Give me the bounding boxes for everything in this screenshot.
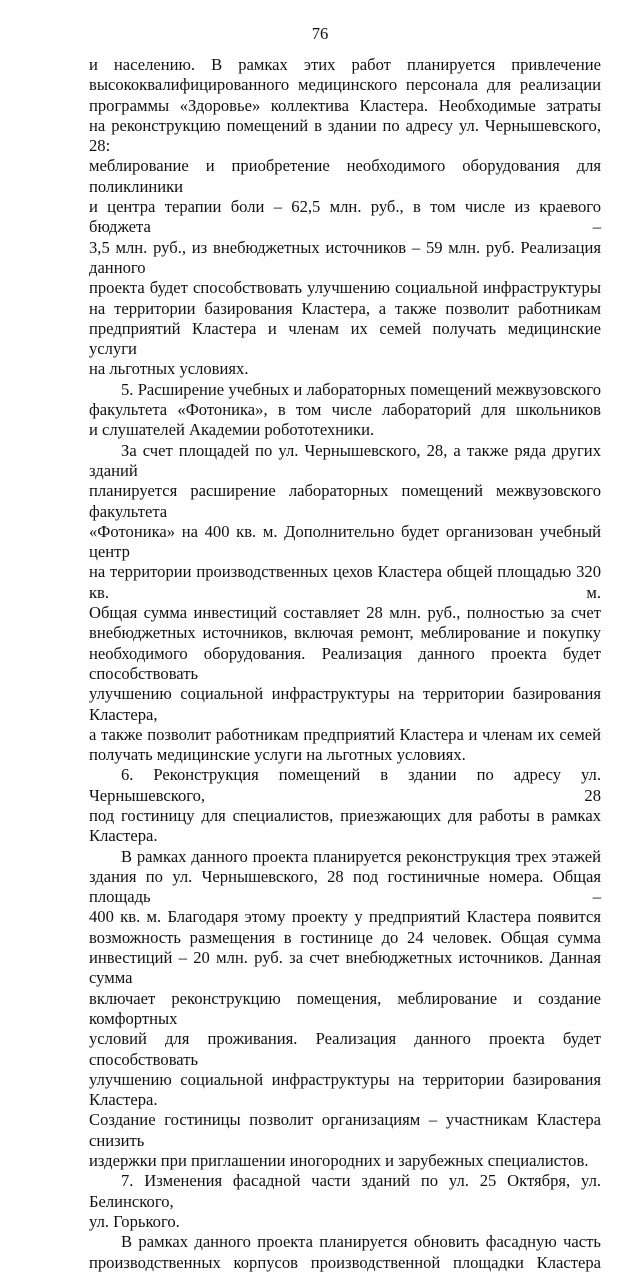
body-text — [89, 55, 601, 1273]
text-line: и слушателей Академии робототехники. — [89, 420, 375, 440]
text-line: «Фотоника» на 400 кв. м. Дополнительно будет организован учебный центр — [89, 521, 601, 562]
text-line: Создание гостиницы позволит организациям – участникам Кластера снизить — [89, 1110, 601, 1150]
paragraph — [89, 847, 601, 1172]
text-line: высококвалифицированного медицинского персонала для реализации — [89, 75, 601, 95]
text-line: производственных корпусов производственной площадки Кластера — [89, 1252, 601, 1272]
text-line: факультета «Фотоника», в том числе лабораторий для школьников — [89, 400, 601, 420]
text-line: улучшению социальной инфраструктуры на территории базирования Кластера. — [89, 1069, 601, 1110]
text-line: инвестиций – 20 млн. руб. за счет внебюджетных источников. Данная сумма — [89, 948, 601, 988]
text-line: ул. Горького. — [89, 1211, 180, 1231]
text-line: В рамках данного проекта планируется реконструкция трех этажей — [121, 846, 601, 866]
text-line: здания по ул. Чернышевского, 28 под гостиничные номера. Общая площадь – — [89, 866, 601, 907]
paragraph — [89, 380, 601, 441]
text-line: проекта будет способствовать улучшению социальной инфраструктуры — [89, 278, 601, 298]
paragraph — [89, 1171, 601, 1232]
text-line: программы «Здоровье» коллектива Кластера. Необходимые затраты — [89, 95, 601, 115]
text-line: возможность размещения в гостинице до 24 человек. Общая сумма — [89, 927, 601, 947]
text-line: 3,5 млн. руб., из внебюджетных источников – 59 млн. руб. Реализация данного — [89, 237, 601, 277]
text-line: необходимого оборудования. Реализация данного проекта будет способствовать — [89, 643, 601, 683]
text-line: а также позволит работникам предприятий Кластера и членам их семей — [89, 724, 601, 744]
text-line: и населению. В рамках этих работ планируется привлечение — [89, 55, 601, 74]
text-line: Общая сумма инвестиций составляет 28 млн. руб., полностью за счет — [89, 603, 601, 623]
paragraph — [89, 1232, 601, 1273]
text-line: 7. Изменения фасадной части зданий по ул. 25 Октября, ул. Белинского, — [89, 1171, 601, 1211]
text-line: получать медицинские услуги на льготных условиях. — [89, 745, 466, 765]
text-line: и центра терапии боли – 62,5 млн. руб., в том числе из краевого бюджета – — [89, 197, 601, 237]
text-line: внебюджетных источников, включая ремонт, меблирование и покупку — [89, 623, 601, 643]
text-line: под гостиницу для специалистов, приезжающих для работы в рамках Кластера. — [89, 805, 601, 846]
text-line: 400 кв. м. Благодаря этому проекту у предприятий Кластера появится — [89, 907, 601, 927]
text-line: условий для проживания. Реализация данного проекта будет способствовать — [89, 1029, 601, 1069]
text-line: на льготных условиях. — [89, 359, 249, 379]
text-line: 5. Расширение учебных и лабораторных помещений межвузовского — [121, 379, 601, 399]
text-line: на территории производственных цехов Кластера общей площадью 320 кв. м. — [89, 562, 601, 602]
text-line: В рамках данного проекта планируется обновить фасадную часть — [121, 1232, 601, 1252]
text-line: 6. Реконструкция помещений в здании по адресу ул. Чернышевского, 28 — [89, 765, 601, 805]
text-line: планируется расширение лабораторных помещений межвузовского факультета — [89, 481, 601, 521]
text-line: издержки при приглашении иногородних и зарубежных специалистов. — [89, 1151, 589, 1171]
text-line: на территории базирования Кластера, а также позволит работникам — [89, 298, 601, 318]
paragraph — [89, 55, 601, 380]
paragraph — [89, 441, 601, 766]
text-line: предприятий Кластера и членам их семей получать медицинские услуги — [89, 318, 601, 359]
text-line: меблирование и приобретение необходимого оборудования для поликлиники — [89, 156, 601, 196]
paragraph — [89, 765, 601, 846]
text-line: на реконструкцию помещений в здании по адресу ул. Чернышевского, 28: — [89, 115, 601, 156]
text-line: улучшению социальной инфраструктуры на территории базирования Кластера, — [89, 684, 601, 724]
text-line: За счет площадей по ул. Чернышевского, 28, а также ряда других зданий — [89, 440, 601, 480]
page-number: 76 — [311, 24, 329, 43]
text-line: включает реконструкцию помещения, меблирование и создание комфортных — [89, 988, 601, 1028]
